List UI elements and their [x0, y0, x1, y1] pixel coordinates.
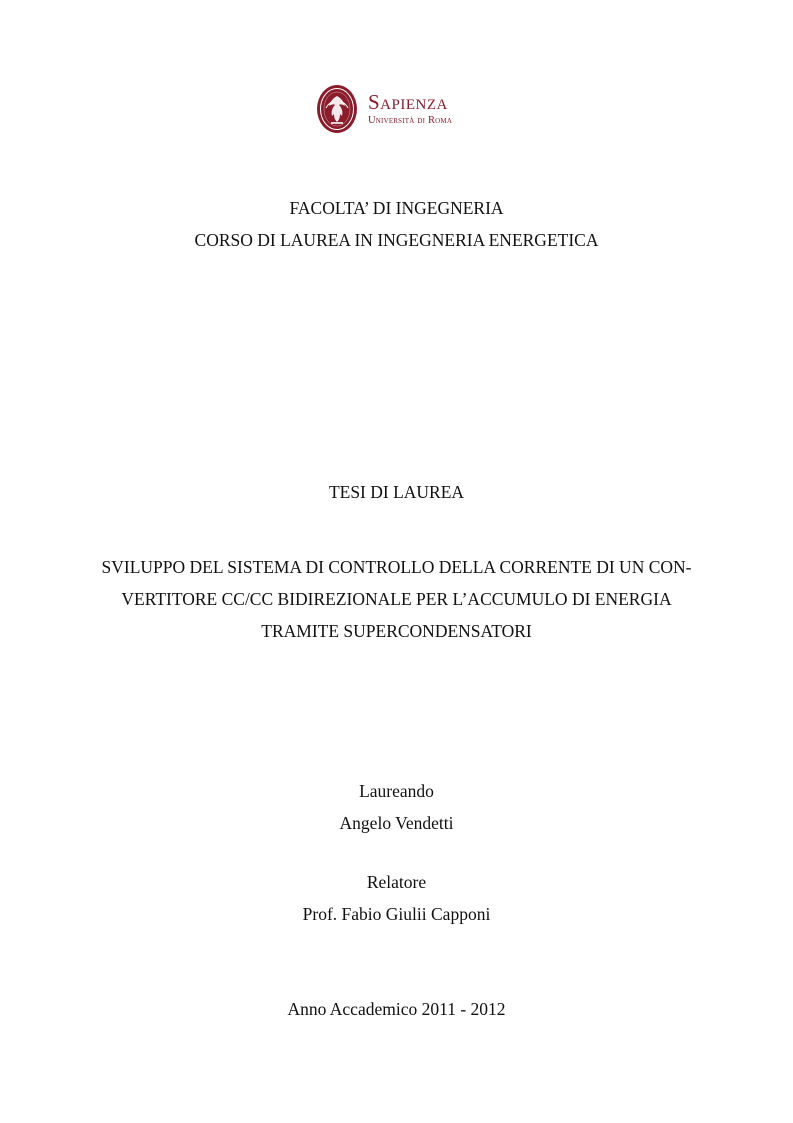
faculty-name: FACOLTA’ DI INGEGNERIA [289, 198, 504, 218]
supervisor-name: Prof. Fabio Giulii Capponi [302, 904, 491, 924]
academic-year: Anno Accademico 2011 - 2012 [287, 999, 506, 1019]
logo-subtitle: Università di Roma [368, 114, 453, 126]
candidate-name: Angelo Vendetti [339, 813, 454, 833]
supervisor-label: Relatore [366, 872, 427, 892]
logo-name: Sapienza [368, 89, 448, 114]
sapienza-seal-icon [316, 84, 358, 134]
thesis-title-line-1: SVILUPPO DEL SISTEMA DI CONTROLLO DELLA CORRENTE DI UN CON- [101, 557, 692, 577]
university-logo [316, 84, 476, 134]
course-name: CORSO DI LAUREA IN INGEGNERIA ENERGETICA [194, 230, 599, 250]
thesis-title-line-2: VERTITORE CC/CC BIDIREZIONALE PER L’ACCUMULO DI ENERGIA [121, 589, 672, 609]
thesis-type: TESI DI LAUREA [328, 482, 465, 502]
thesis-title-line-3: TRAMITE SUPERCONDENSATORI [261, 621, 532, 641]
candidate-label: Laureando [359, 781, 434, 801]
